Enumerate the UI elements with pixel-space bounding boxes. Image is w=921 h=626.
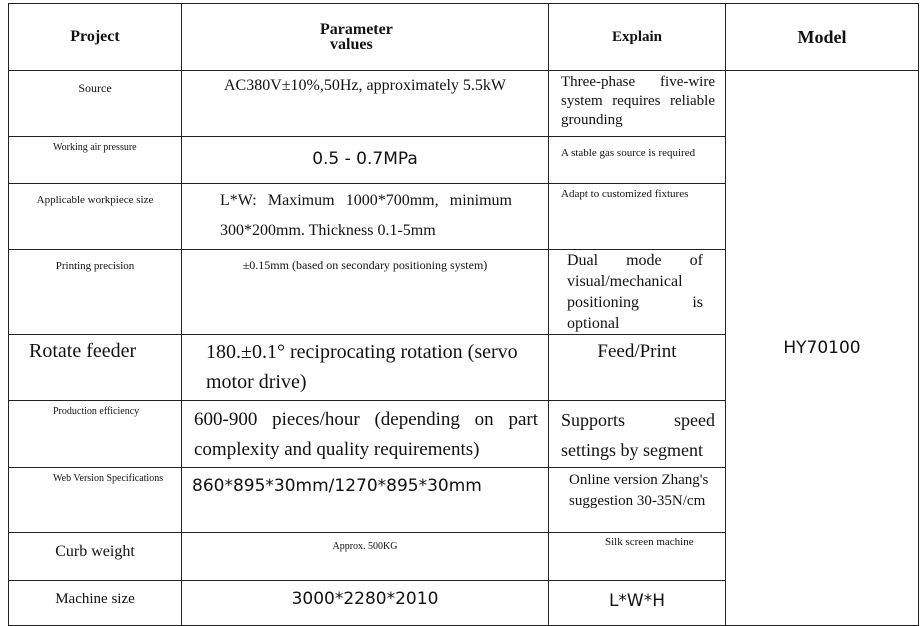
row-project: Source [9,71,182,137]
row-explain: Feed/Print [549,335,726,401]
row-explain: A stable gas source is required [549,137,726,184]
row-project: Working air pressure [9,137,182,184]
row-explain: L*W*H [549,581,726,626]
header-parameter-line2: values [330,36,373,53]
row-explain: Adapt to customized fixtures [549,184,726,250]
row-value: 600-900 pieces/hour (depending on part complexity and quality requirements) [182,401,549,468]
row-explain: Dual mode of visual/mechanical positioning is optional [549,250,726,335]
row-value: 860*895*30mm/1270*895*30mm [182,468,549,533]
row-project: Web Version Specifications [9,468,182,533]
row-explain: Online version Zhang's suggestion 30-35N/cm [549,468,726,533]
row-value: ±0.15mm (based on secondary positioning system) [182,250,549,335]
row-value: 0.5 - 0.7MPa [182,137,549,184]
row-project: Machine size [9,581,182,626]
row-explain: Silk screen machine [549,533,726,581]
row-project: Rotate feeder [9,335,182,401]
header-parameter-values [182,4,549,71]
row-project: Curb weight [9,533,182,581]
row-value: 3000*2280*2010 [182,581,549,626]
row-project: Applicable workpiece size [9,184,182,250]
row-explain: Supports speed settings by segment [549,401,726,468]
header-explain: Explain [549,4,726,71]
header-row [9,4,919,71]
table-row [9,71,919,137]
row-value: Approx. 500KG [182,533,549,581]
row-value: AC380V±10%,50Hz, approximately 5.5kW [182,71,549,137]
row-value: 180.±0.1° reciprocating rotation (servo motor drive) [182,335,549,401]
spec-table [8,3,919,626]
header-parameter-line1: Parameter [320,21,393,38]
header-model: Model [726,4,919,71]
header-project: Project [9,4,182,71]
row-project: Printing precision [9,250,182,335]
row-project: Production efficiency [9,401,182,468]
row-explain: Three-phase five-wire system requires reliable grounding [549,71,726,137]
model-value: HY70100 [726,71,919,626]
row-value: L*W: Maximum 1000*700mm, minimum 300*200mm. Thickness 0.1-5mm [182,184,549,250]
